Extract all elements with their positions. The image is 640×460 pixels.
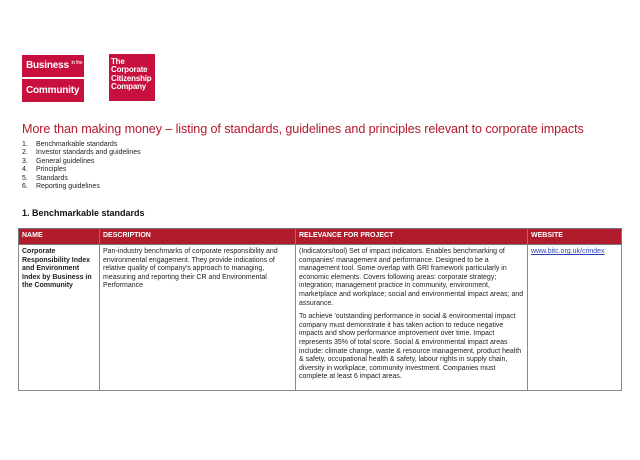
cell-name: Corporate Responsibility Index and Environment Index by Business in the Community <box>19 245 100 391</box>
ccc-logo-line: Corporate <box>111 65 148 75</box>
relevance-paragraph-2: To achieve 'outstanding performance in social & environmental impact company must demonstrate it has taken action to reduce negative impacts and show performance improvement over time. Impact represents 35% of total score. Social & environmental impact areas include: climate change, waste & resource management, product health & safety, occupational health & safety, labour rights in supply chain, diversity in workplace, community investment. Companies must complete at least 6 impact areas. <box>299 313 522 381</box>
header-relevance: RELEVANCE FOR PROJECT <box>296 229 528 245</box>
document-title: More than making money – listing of standards, guidelines and principles relevant to corporate impacts <box>22 122 584 136</box>
toc-item: 3. General guidelines <box>22 157 95 165</box>
bitc-logo-line2: Community <box>26 85 80 96</box>
header-website: WEBSITE <box>528 229 622 245</box>
business-in-the-community-logo <box>22 55 84 102</box>
ccc-logo-line: The <box>111 57 125 66</box>
website-link[interactable]: www.bitc.org.uk/crindex <box>531 248 605 255</box>
toc-item: 6. Reporting guidelines <box>22 183 100 191</box>
toc-item: 2. Investor standards and guidelines <box>22 149 141 157</box>
cell-relevance <box>296 245 528 391</box>
section-heading: 1. Benchmarkable standards <box>22 208 145 218</box>
toc-item: 4. Principles <box>22 166 67 174</box>
bitc-logo-small: in the <box>71 60 83 66</box>
cell-website <box>528 245 622 391</box>
bitc-logo-line1: Business <box>26 60 69 71</box>
toc-item: 5. Standards <box>22 174 68 182</box>
header-name: NAME <box>19 229 100 245</box>
header-description: DESCRIPTION <box>100 229 296 245</box>
corporate-citizenship-company-logo <box>109 54 155 101</box>
cell-description: Pan-industry benchmarks of corporate responsibility and environmental engagement. They provide indications of relative quality of company's approach to managing, measuring and reporting their CR and Environmental Performance <box>100 245 296 391</box>
table-row <box>19 245 622 391</box>
table-of-contents <box>22 141 141 191</box>
toc-item: 1. Benchmarkable standards <box>22 141 118 148</box>
standards-table <box>18 228 622 391</box>
ccc-logo-line: Citizenship <box>111 73 152 83</box>
relevance-paragraph-1: (Indicators/tool) Set of impact indicators. Enables benchmarking of companies' management and performance. Designed to be a management tool. Some overlap with GRI framework particularly in economic elements. Covers following areas: corporate strategy; integration; management practice in community, environment, marketplace and workplace; social and environmental impact areas; and assurance. <box>299 248 524 307</box>
table-header-row <box>19 229 622 245</box>
ccc-logo-line: Company <box>111 82 147 92</box>
bitc-logo-divider <box>22 77 84 79</box>
